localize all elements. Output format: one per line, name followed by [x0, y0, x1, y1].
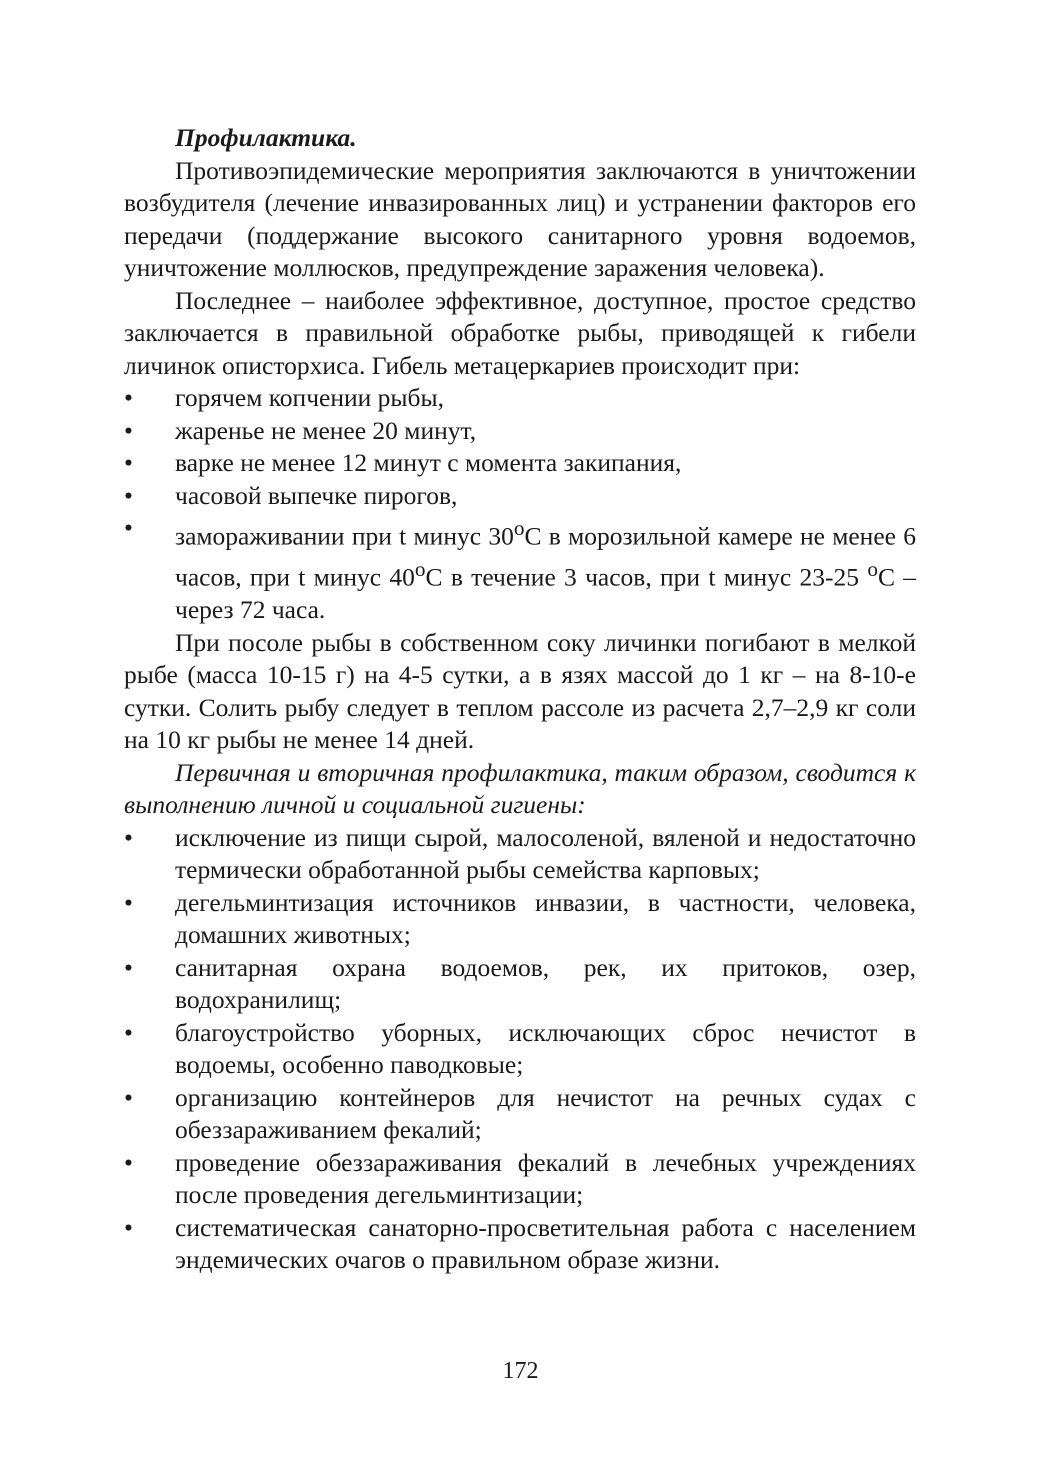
- list-item: • санитарная охрана водоемов, рек, их притоков, озер, водохранилищ;: [124, 952, 916, 1014]
- bullet-icon: •: [124, 887, 133, 917]
- list-item-freezing: • замораживании при t минус $30^оС$ в морозильной камере не менее 6 часов, при t минус $40^оС$ в течение 3 часов, при t минус 23-25 $^о$С – через 72 часа.: [124, 513, 916, 624]
- page-number: 172: [502, 1358, 539, 1384]
- list-item: • часовой выпечке пирогов,: [124, 480, 916, 513]
- paragraph-prevention-intro: Первичная и вторичная профилактика, таким образом, сводится к выполнению личной и социальной гигиены:: [124, 757, 916, 819]
- bullet-icon: •: [124, 513, 133, 542]
- bullet-icon: •: [124, 1147, 133, 1177]
- list-item: • варке не менее 12 минут с момента закипания,: [124, 447, 916, 480]
- bullet-icon: •: [124, 1212, 133, 1242]
- bullet-list-prevention: [124, 822, 916, 1277]
- paragraph-salting: При посоле рыбы в собственном соку личинки погибают в мелкой рыбе (масса 10-15 г) на 4-5 сутки, а в язях массой до 1 кг – на 8-10-е сутки. Солить рыбу следует в теплом рассоле из расчета 2,7–2,9 кг соли на 10 кг рыбы не менее 14 дней.: [124, 627, 916, 754]
- section-heading: Профилактика.: [175, 123, 357, 152]
- list-item: • горячем копчении рыбы,: [124, 382, 916, 415]
- paragraph-fish-processing: Последнее – наиболее эффективное, доступное, простое средство заключается в правильной обработке рыбы, приводящей к гибели личинок описторхиса. Гибель метацеркариев происходит при:: [124, 285, 916, 380]
- bullet-icon: •: [124, 415, 133, 445]
- bullet-icon: •: [124, 1082, 133, 1112]
- paragraph-measures: Противоэпидемические мероприятия заключаются в уничтожении возбудителя (лечение инвазированных лиц) и устранении факторов его передачи (поддержание высокого санитарного уровня водоемов, уничтожение моллюсков, предупреждение заражения человека).: [124, 155, 916, 282]
- bullet-icon: •: [124, 383, 133, 412]
- list-item: • исключение из пищи сырой, малосоленой, вяленой и недостаточно термически обработанной рыбы семейства карповых;: [124, 822, 916, 884]
- list-item: • организацию контейнеров для нечистот на речных судах с обеззараживанием фекалий;: [124, 1082, 916, 1144]
- list-item: • систематическая санаторно-просветительная работа с населением эндемических очагов о правильном образе жизни.: [124, 1212, 916, 1274]
- bullet-icon: •: [124, 822, 133, 852]
- bullet-icon: •: [124, 1017, 133, 1047]
- list-item: • дегельминтизация источников инвазии, в частности, человека, домашних животных;: [124, 887, 916, 949]
- bullet-icon: •: [124, 480, 133, 510]
- bullet-list-conditions: [124, 382, 916, 627]
- bullet-icon: •: [124, 952, 133, 982]
- page-body: [124, 122, 916, 1277]
- list-item: • благоустройство уборных, исключающих сброс нечистот в водоемы, особенно паводковые;: [124, 1017, 916, 1079]
- list-item: • жаренье не менее 20 минут,: [124, 415, 916, 448]
- list-item: • проведение обеззараживания фекалий в лечебных учреждениях после проведения дегельминтизации;: [124, 1147, 916, 1209]
- bullet-icon: •: [124, 448, 133, 477]
